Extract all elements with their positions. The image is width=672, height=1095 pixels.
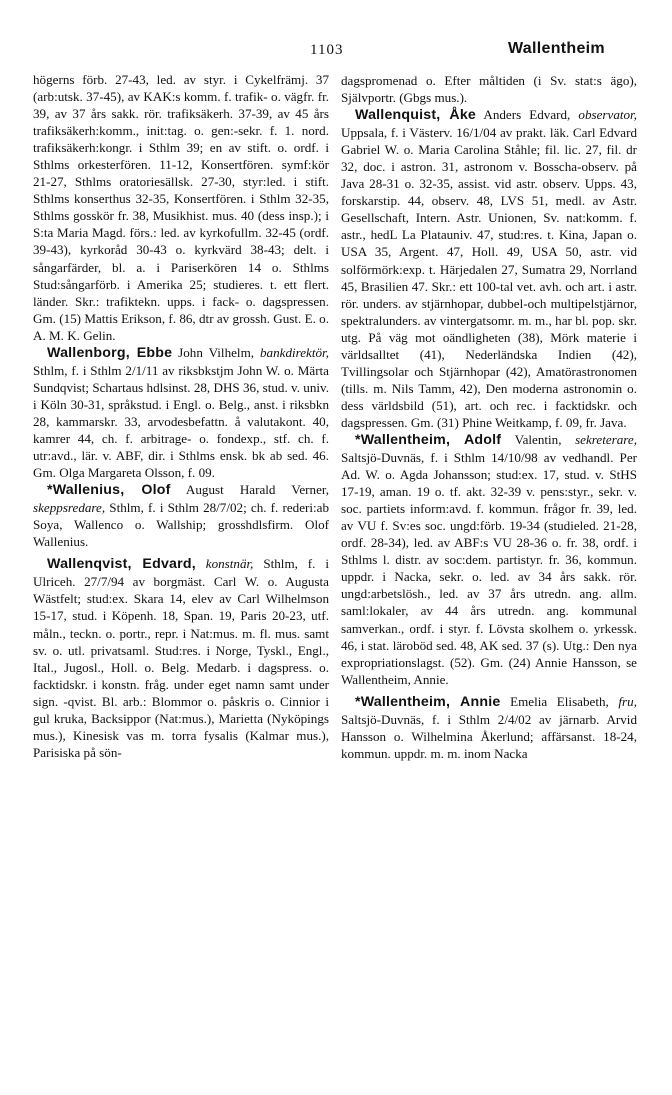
entry-occupation: skeppsredare, [33, 500, 106, 516]
entry-text: Sthlm, f. i Sthlm 2/1/11 av riksbkstjm John W. o. Märta Sundqvist; Schartaus hdlsinst. 28, DHS 36, stud. v. univ. i Köln 30-31, språkstud. i Engl. o. Belg., anst. i riksbkn 28, kammarskr. 33, arvodesbefattn. å valutakont. 40, kamrer 44, ch. f. arbitrage- o. fondexp., stf. ch. f. utr:avd., lär. v. ABF, dir. i Sthlms ensk. bk ab sed. 46. Gm. Olga Margareta Olsson, f. 09. [33, 362, 329, 481]
page-number: 1103 [310, 42, 344, 58]
entry-occupation: fru, [618, 693, 637, 709]
entry-name: *Wallentheim, Annie [355, 693, 501, 710]
entry-name: *Wallentheim, Adolf [355, 431, 502, 448]
left-column [33, 71, 329, 761]
entry-occupation: konstnär, [205, 556, 254, 572]
entry-wallenborg [33, 344, 329, 481]
entry-wallenquist [341, 106, 637, 431]
right-column [341, 72, 637, 762]
entry-wallenius [33, 481, 329, 550]
entry-name: Wallenqvist, Edvard, [47, 556, 196, 573]
entry-wallentheim-annie [341, 693, 637, 762]
entry-text: Saltsjö-Duvnäs, f. i Sthlm 14/10/98 av vedhandl. Per Ad. W. o. Agda Johansson; stud:ex. 17, stud. v. StHS 17-19, aman. 19 o. tf. akt. 32-39 v. pens:styr., sekr. v. soc. partiets inform:avd. f. kommun. frågor fr. 39, led. av VU f. Sv:es soc. ungd:förb. 19-34 (studieled. 21-28, ordf. 28-34), led. av ABF:s VU 28-36 o. fr. 38, ordf. i Sthlms l. distr. av soc:dem. partistyr. fr. 36, kommun. uppdr. i Nacka, sekr. o. led. av 34 års sakk. rör. ungd:arbetslösh., led. av 37 års utredn. ang. allm. saml:lokaler, av 44 års utredn. ang. kommunal samverkan., ordf. i styr. f. Lövsta skolhem o. yrkessk. 46, i stat. läroböd sed. 48, AK sed. 37 (s). Utg.: Den nya expropriationslagst. (52). Gm. (24) Annie Hansson, se Wallentheim, Annie. [341, 450, 637, 687]
entry-text: Uppsala, f. i Västerv. 16/1/04 av prakt. läk. Carl Edvard Gabriel W. o. Maria Carolina Ståhle; fil. lic. 27, fil. dr 32, doc. i astron. 31, astronom v. Bosscha-observ. på Java 28-31 o. 32-35, assist. vid astr. observ. Upps. 43, forskarstip. 44, observ. 48, LVS 51, medl. av Astr. Gesellschaft, Intern. Astr. Unionen, Sv. nat:komm. f. astr., hedL La Platauniv. 47, stud:res. t. Kina, Japan o. USA 35, Argent. 47, Holl. 49, USA 50, astr. vid solförmörk:exp. t. Härjedalen 27, Sumatra 29, Norrland 45, Brasilien 47. Skr.: ett 100-tal vet. avh. och art. i astr. rör. unders. av stjärnhopar, dubbel-och multipelstjärnor, spektralunders. av vintergatsomr. m. m., har bl. pop. skr. utg. På väg mot oändligheten (38), Mörk materie i världsalltet (41), Nederländska Indien (42), Tvillingsolar och Stjärnhopar (42), Amatörastronomen (tills. m. Nils Tamm, 42), Den moderna astronomin o. dess världsbild (51), art. och rec. i facktidskr. och dagspressen. Gm. (31) Phine Weitkamp, f. 09, fr. Java. [341, 125, 637, 430]
continued-entry-text: högerns förb. 27-43, led. av styr. i Cykelfrämj. 37 (arb:utsk. 37-45), av KAK:s komm. f. trafik- o. vägfr. fr. 39, av 37 års sakk. rör. trafiksäkerh. 37-39, av 45 års trafiksäkerh:komm., init:tag. o. gen:-sekr. f. 1. nord. trafiksäkerh:kongr. i Sthlm 39; en av stift. o. ordf. i Sthlms orkesterfören. 11-12, Konsertfören. symf:kör 21-27, Sthlms oratoriesällsk. 27-30, styr:led. i stift. Sthlms konserthus 32-35, Konsertfören. i Sthlm 32-35, Sthlms gosskör fr. 38, Musikhist. mus. 40 (dess insp.); i S:ta Maria Magd. förs.: led. av kyrkofullm. 32-45 (ordf. 39-43), kyrkoråd 30-43 o. kyrkvärd 38-43; delt. i sångarfärder, bl. a. i Pariserkören 14 o. Sthlms Stud:sångarförb. i Amerika 25; studieres. t. ett flert. länder. Skr.: trafiktekn. upps. i fack- o. dagspressen. Gm. (15) Mattis Erikson, f. 86, dtr av grossh. Gust. E. o. A. M. K. Gelin. [33, 72, 329, 343]
entry-occupation: observator, [578, 107, 637, 123]
entry-text: Sthlm, f. i Ulriceh. 27/7/94 av borgmäst. Carl W. o. Augusta Wästfelt; stud:ex. Skara 14, elev av Carl Wilhelmson 15-17, stud. i Köpenh. 18, Span. 19, Paris 20-23, utf. måln., teckn. o. portr., repr. i Nat:mus. m. fl. mus. samt sv. o. utl. privatsaml. Stud:res. i Norge, Tyskl., Engl., Ital., Jugosl., Holl. o. Belg. Medarb. i dagspress. o. facktidskr. i konstn. fråg. under eget namn samt under sign. -qvist. Bl. arb.: Blommor o. påskris o. Cinnior i gul kruka, Backsippor (Nat:mus.), Marietta (Nyköpings mus.), Kinesisk vas m. torra fysalis (Kalmar mus.), Parisiska på sön- [33, 556, 329, 760]
entry-text: Saltsjö-Duvnäs, f. i Sthlm 2/4/02 av järnarb. Arvid Hansson o. Wilhelmina Åkerlund; affärsanst. 18-24, kommun. uppdr. m. m. inom Nacka [341, 711, 637, 761]
entry-given-names: John Vilhelm, [178, 344, 255, 360]
entry-given-names: Valentin, [514, 431, 562, 447]
entry-given-names: August Harald Verner, [185, 482, 329, 498]
entry-wallentheim-adolf [341, 431, 637, 688]
entry-name: Wallenquist, Åke [355, 107, 476, 124]
entry-name: Wallenborg, Ebbe [47, 344, 173, 361]
running-head: Wallentheim [508, 40, 605, 57]
entry-given-names: Emelia Elisabeth, [510, 693, 609, 709]
continued-entry-text: dagspromenad o. Efter måltiden (i Sv. stat:s ägo), Självportr. (Gbgs mus.). [341, 73, 637, 106]
entry-wallenqvist [33, 555, 329, 761]
entry-occupation: bankdirektör, [260, 344, 329, 360]
entry-occupation: sekreterare, [575, 431, 637, 447]
entry-name: *Wallenius, Olof [47, 482, 171, 499]
entry-given-names: Anders Edvard, [483, 107, 571, 123]
entry-text: Sthlm, f. i Sthlm 28/7/02; ch. f. rederi:ab Soya, Wallenco o. Wallship; grosshdlsfirm. Olof Wallenius. [33, 500, 329, 550]
